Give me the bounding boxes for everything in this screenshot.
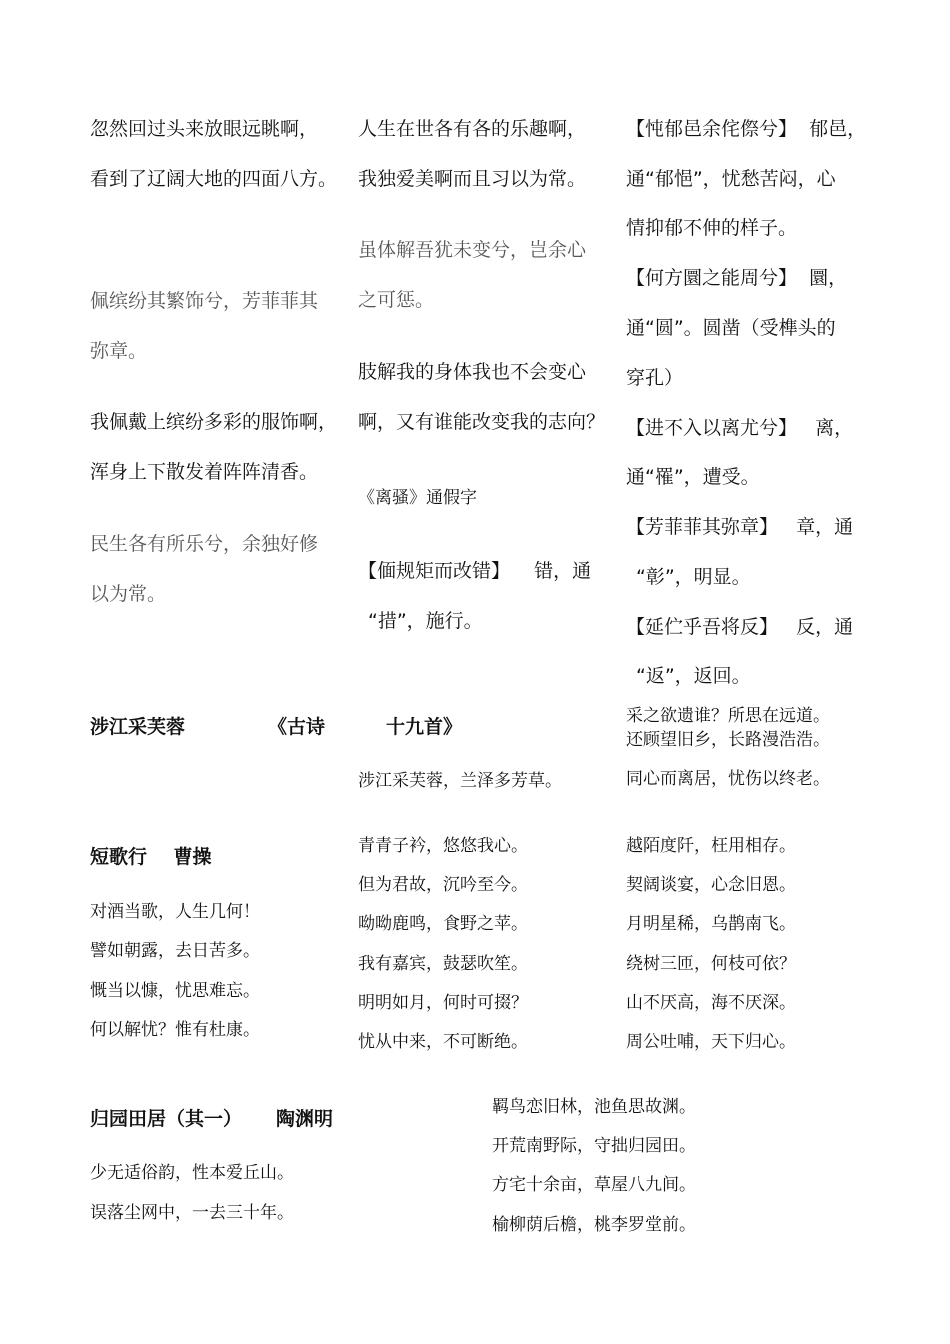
poem-line: 采之欲遗谁？所思在远道。 <box>626 706 830 726</box>
poem-line: 山不厌高，海不厌深。 <box>626 993 796 1013</box>
poem-line: 涉江采芙蓉，兰泽多芳草。 <box>358 771 562 791</box>
poem-line: 我有嘉宾，鼓瑟吹笙。 <box>358 954 528 974</box>
poem-line: 误落尘网中，一去三十年。 <box>90 1203 294 1223</box>
section-heading: 《离骚》通假字 <box>358 488 477 508</box>
tongjia-entry: 【芳菲菲其弥章】 章，通 <box>626 516 854 538</box>
original-line: 佩缤纷其繁饰兮，芳菲菲其 <box>90 290 319 312</box>
poem-line: 对酒当歌，人生几何！ <box>90 902 260 922</box>
tongjia-entry: 【忳郁邑余侘傺兮】 郁邑， <box>626 118 867 140</box>
tongjia-entry: “措”，施行。 <box>368 610 483 632</box>
translation-line: 啊，又有谁能改变我的志向？ <box>358 411 606 433</box>
translation-line: 肢解我的身体我也不会变心 <box>358 361 587 383</box>
tongjia-entry: 穿孔） <box>626 367 684 389</box>
tongjia-entry: 通“圆”。圆凿（受榫头的 <box>626 317 836 339</box>
poem-line: 契阔谈宴，心念旧恩。 <box>626 875 796 895</box>
translation-line: 人生在世各有各的乐趣啊， <box>358 118 587 140</box>
poem-line: 方宅十余亩，草屋八九间。 <box>492 1175 696 1195</box>
poem-line: 开荒南野际，守拙归园田。 <box>492 1136 696 1156</box>
poem-line: 明明如月，何时可掇？ <box>358 993 528 1013</box>
poem-line: 还顾望旧乡，长路漫浩浩。 <box>626 730 830 750</box>
poem-line: 周公吐哺，天下归心。 <box>626 1032 796 1052</box>
translation-line: 忽然回过头来放眼远眺啊， <box>90 118 319 140</box>
poem-line: 但为君故，沉吟至今。 <box>358 875 528 895</box>
original-line: 以为常。 <box>90 583 167 605</box>
tongjia-entry: 情抑郁不伸的样子。 <box>626 217 798 239</box>
poem-line: 青青子衿，悠悠我心。 <box>358 836 528 856</box>
poem-line: 越陌度阡，枉用相存。 <box>626 836 796 856</box>
poem-source: 《古诗 <box>268 716 326 738</box>
poem-source: 十九首》 <box>386 716 463 738</box>
poem-line: 羁鸟恋旧林，池鱼思故渊。 <box>492 1097 696 1117</box>
poem-line: 月明星稀，乌鹊南飞。 <box>626 914 796 934</box>
poem-line: 少无适俗韵，性本爱丘山。 <box>90 1163 294 1183</box>
original-line: 虽体解吾犹未变兮，岂余心 <box>358 239 587 261</box>
poem-line: 何以解忧？惟有杜康。 <box>90 1020 260 1040</box>
tongjia-entry: 通“郁悒”，忧愁苦闷，心 <box>626 168 836 190</box>
poem-title: 归园田居（其一） <box>90 1108 243 1130</box>
poem-author: 陶渊明 <box>276 1108 334 1130</box>
poem-title: 短歌行 曹操 <box>90 846 212 868</box>
tongjia-entry: 【偭规矩而改错】 错，通 <box>358 560 592 582</box>
translation-line: 浑身上下散发着阵阵清香。 <box>90 461 319 483</box>
poem-line: 慨当以慷，忧思难忘。 <box>90 981 260 1001</box>
poem-line: 譬如朝露，去日苦多。 <box>90 941 260 961</box>
original-line: 民生各有所乐兮，余独好修 <box>90 533 319 555</box>
poem-line: 同心而离居，忧伤以终老。 <box>626 769 830 789</box>
poem-line: 忧从中来，不可断绝。 <box>358 1032 528 1052</box>
translation-line: 看到了辽阔大地的四面八方。 <box>90 168 338 190</box>
translation-line: 我佩戴上缤纷多彩的服饰啊， <box>90 411 338 433</box>
tongjia-entry: 【延伫乎吾将反】 反，通 <box>626 616 854 638</box>
tongjia-entry: 通“罹”，遭受。 <box>626 466 760 488</box>
tongjia-entry: 【进不入以离尤兮】 离， <box>626 417 854 439</box>
original-line: 之可惩。 <box>358 289 435 311</box>
poem-line: 榆柳荫后檐，桃李罗堂前。 <box>492 1215 696 1235</box>
tongjia-entry: “返”，返回。 <box>636 665 751 687</box>
poem-line: 绕树三匝，何枝可依？ <box>626 954 796 974</box>
poem-title: 涉江采芙蓉 <box>90 716 186 738</box>
translation-line: 我独爱美啊而且习以为常。 <box>358 168 587 190</box>
tongjia-entry: “彰”，明显。 <box>636 566 751 588</box>
poem-line: 呦呦鹿鸣，食野之苹。 <box>358 914 528 934</box>
tongjia-entry: 【何方圜之能周兮】 圜， <box>626 267 848 289</box>
original-line: 弥章。 <box>90 340 148 362</box>
